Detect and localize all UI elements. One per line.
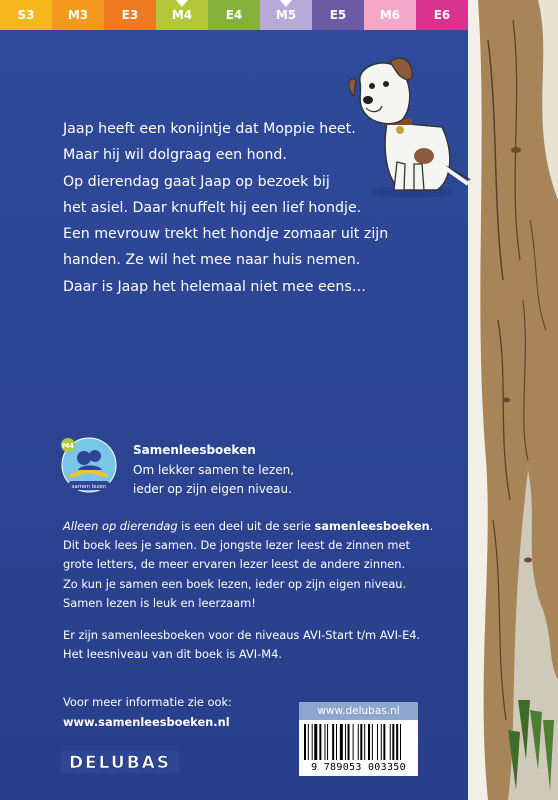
- website-link[interactable]: www.samenleesboeken.nl: [63, 714, 230, 729]
- barcode-bar: [358, 724, 359, 760]
- level-bar: [0, 0, 468, 30]
- avi-line: Er zijn samenleesboeken voor de niveaus AVI-Start t/m AVI-E4.: [63, 628, 421, 642]
- tree-illustration: [468, 0, 558, 800]
- publisher-name: DELUBAS: [68, 753, 172, 773]
- blurb-line: Op dierendag gaat Jaap op bezoek bij: [63, 173, 330, 190]
- barcode-bar: [381, 724, 382, 760]
- barcode-bar: [340, 724, 343, 760]
- blurb-line: Een mevrouw trekt het hondje zomaar uit zijn: [63, 226, 389, 243]
- barcode-bar: [396, 724, 398, 760]
- barcode-bar: [368, 724, 370, 760]
- level-tab-e4: E4: [208, 0, 260, 30]
- level-tab-e3: E3: [104, 0, 156, 30]
- level-tab-e6: E6: [416, 0, 468, 30]
- series-subtitle-line: ieder op zijn eigen niveau.: [133, 482, 292, 496]
- level-tab-m4: M4: [156, 0, 208, 30]
- barcode-bar: [332, 724, 334, 760]
- series-title: Samenleesboeken: [133, 443, 256, 457]
- barcode-bar: [345, 724, 346, 760]
- samen-lezen-logo: [60, 436, 118, 494]
- blurb-line: Jaap heeft een konijntje dat Moppie heet.: [63, 121, 356, 137]
- barcode-bar: [304, 724, 306, 760]
- blurb-line: Daar is Jaap het helemaal niet mee eens…: [63, 278, 366, 295]
- barcode-bar: [353, 724, 354, 760]
- barcode-bar: [312, 724, 313, 760]
- barcode-bar: [308, 724, 309, 760]
- barcode-bar: [327, 724, 328, 760]
- more-info: [63, 693, 232, 732]
- blurb-line: handen. Ze wil het mee naar huis nemen.: [63, 252, 361, 269]
- blurb-line: het asiel. Daar knuffelt hij een lief hondje.: [63, 199, 362, 216]
- barcode-bar: [390, 724, 391, 760]
- book-title: Alleen op dierendag: [63, 519, 178, 533]
- publisher-url[interactable]: www.delubas.nl: [299, 702, 418, 720]
- description-line-1: [63, 517, 453, 536]
- level-tab-m6: M6: [364, 0, 416, 30]
- description-end: .: [429, 519, 434, 533]
- series-subtitle-line: Om lekker samen te lezen,: [133, 463, 295, 477]
- description-line: grote letters, de meer ervaren lezer leest de andere zinnen.: [63, 557, 406, 572]
- barcode-bar: [360, 724, 362, 760]
- barcode-bar: [377, 724, 378, 760]
- barcode-bar: [400, 724, 401, 760]
- series-subtitle: [133, 461, 294, 499]
- barcode-bar: [314, 724, 317, 760]
- level-tab-e5: E5: [312, 0, 364, 30]
- barcode-bar: [392, 724, 394, 760]
- description-line: Samen lezen is leuk en leerzaam!: [63, 595, 256, 610]
- more-info-label: Voor meer informatie zie ook:: [63, 695, 232, 709]
- series-description: [63, 517, 453, 613]
- description-line: Dit boek lees je samen. De jongste lezer leest de zinnen met: [63, 538, 410, 553]
- level-badge-text: M4: [62, 442, 74, 450]
- level-tab-s3: S3: [0, 0, 52, 30]
- level-tab-m5: M5: [260, 0, 312, 30]
- barcode-bar: [372, 724, 373, 760]
- barcode-bar: [336, 724, 337, 760]
- blurb-line: Maar hij wil dolgraag een hond.: [63, 147, 287, 164]
- description-mid: is een deel uit de serie: [177, 519, 315, 533]
- logo-caption: samen lezen: [71, 484, 107, 490]
- barcode: [304, 724, 414, 760]
- avi-level-info: [63, 626, 420, 664]
- blurb-text: [63, 116, 393, 300]
- barcode-bar: [383, 724, 385, 760]
- barcode-bar: [348, 724, 350, 760]
- barcode-bar: [324, 724, 325, 760]
- description-line: Zo kun je samen een boek lezen, ieder op zijn eigen niveau.: [63, 576, 407, 591]
- publisher-logo: [61, 751, 179, 773]
- avi-line: Het leesniveau van dit boek is AVI-M4.: [63, 647, 282, 662]
- barcode-bar: [364, 724, 365, 760]
- series-name: samenleesboeken: [314, 519, 430, 533]
- barcode-bar: [319, 724, 321, 760]
- isbn-number: 9 789053 003350: [311, 762, 406, 773]
- level-tab-m3: M3: [52, 0, 104, 30]
